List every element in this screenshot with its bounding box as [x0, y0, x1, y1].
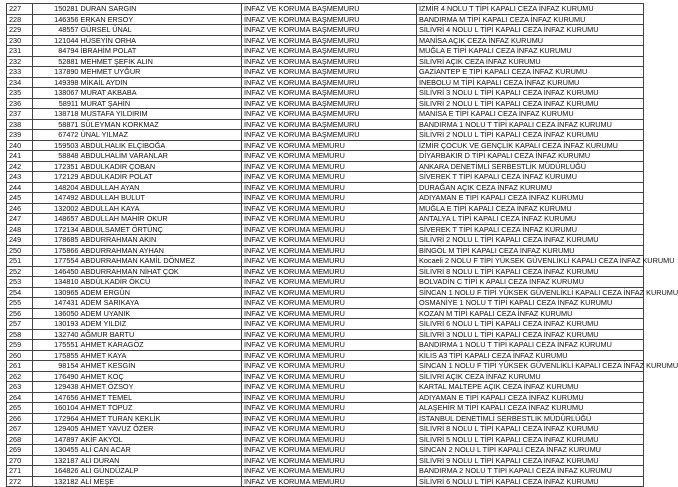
- registry-number-cell: 58911: [33, 98, 80, 109]
- table-row: [7, 256, 644, 267]
- full-name-cell: HÜSEYİN ORHA: [80, 35, 242, 46]
- institution-cell: SİLİVRİ 5 NOLU L TİPİ KAPALI CEZA İNFAZ KURUMU: [417, 434, 644, 445]
- row-number-cell: 254: [7, 287, 33, 298]
- full-name-cell: AĞMUR BARTU: [80, 329, 242, 340]
- institution-cell: SİVEREK T TİPİ KAPALI CEZA İNFAZ KURUMU: [417, 172, 644, 183]
- full-name-cell: MEHMET ŞEFİK ALIN: [80, 56, 242, 67]
- row-number-cell: 255: [7, 298, 33, 309]
- full-name-cell: ABDULSAMET ÖRTÜNÇ: [80, 224, 242, 235]
- job-title-cell: İNFAZ VE KORUMA MEMURU: [242, 235, 417, 246]
- institution-cell: Kocaeli 2 NOLU F TİPİ YÜKSEK GÜVENLİKLİ KAPALI CEZA İNFAZ KURUMU: [417, 256, 644, 267]
- registry-number-cell: 147492: [33, 193, 80, 204]
- job-title-cell: İNFAZ VE KORUMA MEMURU: [242, 340, 417, 351]
- registry-number-cell: 138718: [33, 109, 80, 120]
- full-name-cell: AHMET KESGİN: [80, 361, 242, 372]
- row-number-cell: 258: [7, 329, 33, 340]
- registry-number-cell: 147431: [33, 298, 80, 309]
- registry-number-cell: 67472: [33, 130, 80, 141]
- row-number-cell: 262: [7, 371, 33, 382]
- full-name-cell: ABDURRAHMAN NİHAT ÇOK: [80, 266, 242, 277]
- row-number-cell: 256: [7, 308, 33, 319]
- row-number-cell: 239: [7, 130, 33, 141]
- institution-cell: SİNCAN 1 NOLU F TİPİ YÜKSEK GÜVENLİKLİ KAPALI CEZA İNFAZ KURUMU: [417, 361, 644, 372]
- full-name-cell: MURAT AKBABA: [80, 88, 242, 99]
- job-title-cell: İNFAZ VE KORUMA BAŞMEMURU: [242, 56, 417, 67]
- full-name-cell: ABDULLAH BULUT: [80, 193, 242, 204]
- job-title-cell: İNFAZ VE KORUMA MEMURU: [242, 193, 417, 204]
- table-row: [7, 266, 644, 277]
- full-name-cell: ALİ MEŞE: [80, 476, 242, 487]
- job-title-cell: İNFAZ VE KORUMA MEMURU: [242, 403, 417, 414]
- institution-cell: SİLİVRİ AÇIK CEZA İNFAZ KURUMU: [417, 371, 644, 382]
- institution-cell: BİNGÖL M TİPİ KAPALI CEZA İNFAZ KURUMU: [417, 245, 644, 256]
- table-row: [7, 203, 644, 214]
- registry-number-cell: 58848: [33, 151, 80, 162]
- job-title-cell: İNFAZ VE KORUMA MEMURU: [242, 392, 417, 403]
- full-name-cell: AHMET KOÇ: [80, 371, 242, 382]
- registry-number-cell: 175866: [33, 245, 80, 256]
- job-title-cell: İNFAZ VE KORUMA BAŞMEMURU: [242, 4, 417, 15]
- full-name-cell: ALİ CAN ACAR: [80, 445, 242, 456]
- row-number-cell: 270: [7, 455, 33, 466]
- job-title-cell: İNFAZ VE KORUMA MEMURU: [242, 476, 417, 487]
- registry-number-cell: 98154: [33, 361, 80, 372]
- full-name-cell: DURAN SARGIN: [80, 4, 242, 15]
- full-name-cell: AKİF AKYOL: [80, 434, 242, 445]
- table-row: [7, 350, 644, 361]
- row-number-cell: 271: [7, 466, 33, 477]
- full-name-cell: MİKAİL AYDIN: [80, 77, 242, 88]
- row-number-cell: 257: [7, 319, 33, 330]
- row-number-cell: 235: [7, 88, 33, 99]
- registry-number-cell: 137890: [33, 67, 80, 78]
- institution-cell: İSTANBUL DENETİMLİ SERBESTLİK MÜDÜRLÜĞÜ: [417, 413, 644, 424]
- full-name-cell: ABDULLAH AYAN: [80, 182, 242, 193]
- job-title-cell: İNFAZ VE KORUMA MEMURU: [242, 445, 417, 456]
- job-title-cell: İNFAZ VE KORUMA BAŞMEMURU: [242, 46, 417, 57]
- registry-number-cell: 147897: [33, 434, 80, 445]
- table-row: [7, 56, 644, 67]
- row-number-cell: 250: [7, 245, 33, 256]
- table-row: [7, 46, 644, 57]
- table-row: [7, 245, 644, 256]
- table-row: [7, 172, 644, 183]
- table-row: [7, 476, 644, 487]
- institution-cell: ALAŞEHİR M TİPİ KAPALI CEZA İNFAZ KURUMU: [417, 403, 644, 414]
- job-title-cell: İNFAZ VE KORUMA BAŞMEMURU: [242, 77, 417, 88]
- personnel-table: [6, 3, 678, 487]
- registry-number-cell: 178685: [33, 235, 80, 246]
- row-number-cell: 249: [7, 235, 33, 246]
- institution-cell: SİLİVRİ 8 NOLU L TİPİ KAPALI CEZA İNFAZ KURUMU: [417, 424, 644, 435]
- job-title-cell: İNFAZ VE KORUMA BAŞMEMURU: [242, 35, 417, 46]
- table-row: [7, 361, 644, 372]
- institution-cell: SİLİVRİ 3 NOLU L TİPİ KAPALI CEZA İNFAZ KURUMU: [417, 88, 644, 99]
- full-name-cell: ABDURRAHMAN AYHAN: [80, 245, 242, 256]
- full-name-cell: AHMET KAYA: [80, 350, 242, 361]
- row-number-cell: 269: [7, 445, 33, 456]
- institution-cell: SİLİVRİ 6 NOLU L TİPİ KAPALI CEZA İNFAZ KURUMU: [417, 476, 644, 487]
- registry-number-cell: 177554: [33, 256, 80, 267]
- table-row: [7, 319, 644, 330]
- table-row: [7, 308, 644, 319]
- row-number-cell: 227: [7, 4, 33, 15]
- table-row: [7, 466, 644, 477]
- registry-number-cell: 129405: [33, 424, 80, 435]
- institution-cell: ANTALYA L TİPİ KAPALI CEZA İNFAZ KURUMU: [417, 214, 644, 225]
- full-name-cell: İBRAHİM POLAT: [80, 46, 242, 57]
- full-name-cell: MUSTAFA YILDIRIM: [80, 109, 242, 120]
- row-number-cell: 240: [7, 140, 33, 151]
- table-row: [7, 434, 644, 445]
- row-number-cell: 236: [7, 98, 33, 109]
- job-title-cell: İNFAZ VE KORUMA MEMURU: [242, 455, 417, 466]
- row-number-cell: 245: [7, 193, 33, 204]
- registry-number-cell: 172351: [33, 161, 80, 172]
- row-number-cell: 267: [7, 424, 33, 435]
- full-name-cell: ABDURRAHMAN AKIN: [80, 235, 242, 246]
- job-title-cell: İNFAZ VE KORUMA MEMURU: [242, 172, 417, 183]
- full-name-cell: AHMET YAVUZ ÖZER: [80, 424, 242, 435]
- registry-number-cell: 129438: [33, 382, 80, 393]
- registry-number-cell: 149398: [33, 77, 80, 88]
- row-number-cell: 266: [7, 413, 33, 424]
- institution-cell: MUĞLA E TİPİ KAPALI CEZA İNFAZ KURUMU: [417, 46, 644, 57]
- job-title-cell: İNFAZ VE KORUMA MEMURU: [242, 161, 417, 172]
- full-name-cell: ABDULHALİM VARANLAR: [80, 151, 242, 162]
- institution-cell: KOZAN M TİPİ KAPALI CEZA İNFAZ KURUMU: [417, 308, 644, 319]
- institution-cell: İZMİR ÇOCUK VE GENÇLİK KAPALI CEZA İNFAZ KURUMU: [417, 140, 644, 151]
- job-title-cell: İNFAZ VE KORUMA BAŞMEMURU: [242, 130, 417, 141]
- full-name-cell: ABDULKADİR ÇOBAN: [80, 161, 242, 172]
- institution-cell: SİLİVRİ 3 NOLU L TİPİ KAPALI CEZA İNFAZ KURUMU: [417, 329, 644, 340]
- job-title-cell: İNFAZ VE KORUMA MEMURU: [242, 319, 417, 330]
- institution-cell: MANİSA AÇIK CEZA İNFAZ KURUMU: [417, 35, 644, 46]
- registry-number-cell: 138067: [33, 88, 80, 99]
- job-title-cell: İNFAZ VE KORUMA MEMURU: [242, 434, 417, 445]
- row-number-cell: 268: [7, 434, 33, 445]
- job-title-cell: İNFAZ VE KORUMA BAŞMEMURU: [242, 88, 417, 99]
- registry-number-cell: 136050: [33, 308, 80, 319]
- institution-cell: ADIYAMAN E TİPİ KAPALI CEZA İNFAZ KURUMU: [417, 193, 644, 204]
- full-name-cell: ERKAN ERSOY: [80, 14, 242, 25]
- job-title-cell: İNFAZ VE KORUMA BAŞMEMURU: [242, 98, 417, 109]
- row-number-cell: 253: [7, 277, 33, 288]
- institution-cell: DİYARBAKIR D TİPİ KAPALI CEZA İNFAZ KURUMU: [417, 151, 644, 162]
- institution-cell: OSMANİYE 1 NOLU T TİPİ KAPALI CEZA İNFAZ KURUMU: [417, 298, 644, 309]
- job-title-cell: İNFAZ VE KORUMA MEMURU: [242, 287, 417, 298]
- institution-cell: SİNCAN 1 NOLU F TİPİ YÜKSEK GÜVENLİKLİ KAPALI CEZA İNFAZ KURUMU: [417, 287, 644, 298]
- full-name-cell: AHMET TOPUZ: [80, 403, 242, 414]
- registry-number-cell: 130455: [33, 445, 80, 456]
- table-row: [7, 445, 644, 456]
- job-title-cell: İNFAZ VE KORUMA BAŞMEMURU: [242, 109, 417, 120]
- registry-number-cell: 84794: [33, 46, 80, 57]
- institution-cell: SİLİVRİ 2 NOLU L TİPİ KAPALI CEZA İNFAZ KURUMU: [417, 98, 644, 109]
- registry-number-cell: 58871: [33, 119, 80, 130]
- table-row: [7, 67, 644, 78]
- institution-cell: BANDIRMA 1 NOLU T TİPİ KAPALI CEZA İNFAZ KURUMU: [417, 340, 644, 351]
- row-number-cell: 233: [7, 67, 33, 78]
- full-name-cell: AHMET TURAN KEKLİK: [80, 413, 242, 424]
- row-number-cell: 272: [7, 476, 33, 487]
- row-number-cell: 232: [7, 56, 33, 67]
- job-title-cell: İNFAZ VE KORUMA MEMURU: [242, 256, 417, 267]
- institution-cell: SİLİVRİ AÇIK CEZA İNFAZ KURUMU: [417, 56, 644, 67]
- table-row: [7, 403, 644, 414]
- full-name-cell: ALİ DURAN: [80, 455, 242, 466]
- row-number-cell: 230: [7, 35, 33, 46]
- row-number-cell: 248: [7, 224, 33, 235]
- row-number-cell: 260: [7, 350, 33, 361]
- registry-number-cell: 175855: [33, 350, 80, 361]
- row-number-cell: 234: [7, 77, 33, 88]
- full-name-cell: SÜLEYMAN KORKMAZ: [80, 119, 242, 130]
- row-number-cell: 228: [7, 14, 33, 25]
- institution-cell: BOLVADİN C TİPİ K APALI CEZA İNFAZ KURUMU: [417, 277, 644, 288]
- table-row: [7, 119, 644, 130]
- full-name-cell: AHMET KARAGÖZ: [80, 340, 242, 351]
- full-name-cell: ÜNAL YILMAZ: [80, 130, 242, 141]
- registry-number-cell: 121044: [33, 35, 80, 46]
- institution-cell: ANKARA DENETİMLİ SERBESTLİK MÜDÜRLÜĞÜ: [417, 161, 644, 172]
- full-name-cell: ABDURRAHMAN KAMİL DÖNMEZ: [80, 256, 242, 267]
- table-row: [7, 77, 644, 88]
- institution-cell: İZMİR 4 NOLU T TİPİ KAPALI CEZA İNFAZ KURUMU: [417, 4, 644, 15]
- table-row: [7, 35, 644, 46]
- row-number-cell: 263: [7, 382, 33, 393]
- job-title-cell: İNFAZ VE KORUMA MEMURU: [242, 308, 417, 319]
- registry-number-cell: 148657: [33, 214, 80, 225]
- row-number-cell: 264: [7, 392, 33, 403]
- row-number-cell: 252: [7, 266, 33, 277]
- job-title-cell: İNFAZ VE KORUMA BAŞMEMURU: [242, 67, 417, 78]
- registry-number-cell: 147656: [33, 392, 80, 403]
- job-title-cell: İNFAZ VE KORUMA MEMURU: [242, 298, 417, 309]
- table-row: [7, 98, 644, 109]
- registry-number-cell: 175551: [33, 340, 80, 351]
- table-row: [7, 182, 644, 193]
- job-title-cell: İNFAZ VE KORUMA MEMURU: [242, 151, 417, 162]
- institution-cell: İNEBOLU M TİPİ KAPALI CEZA İNFAZ KURUMU: [417, 77, 644, 88]
- full-name-cell: ADEM YILDIZ: [80, 319, 242, 330]
- full-name-cell: ADEM SARIKAYA: [80, 298, 242, 309]
- row-number-cell: 261: [7, 361, 33, 372]
- full-name-cell: GÜRSEL ÜNAL: [80, 25, 242, 36]
- full-name-cell: MURAT ŞAHİN: [80, 98, 242, 109]
- job-title-cell: İNFAZ VE KORUMA MEMURU: [242, 224, 417, 235]
- row-number-cell: 246: [7, 203, 33, 214]
- institution-cell: BANDIRMA 1 NOLU T TİPİ KAPALI CEZA İNFAZ KURUMU: [417, 119, 644, 130]
- table-row: [7, 214, 644, 225]
- table-row: [7, 340, 644, 351]
- job-title-cell: İNFAZ VE KORUMA MEMURU: [242, 214, 417, 225]
- full-name-cell: ABDULKADİR POLAT: [80, 172, 242, 183]
- job-title-cell: İNFAZ VE KORUMA BAŞMEMURU: [242, 14, 417, 25]
- institution-cell: SİLİVRİ 4 NOLU L TİPİ KAPALI CEZA İNFAZ KURUMU: [417, 25, 644, 36]
- institution-cell: DURAĞAN AÇIK CEZA İNFAZ KURUMU: [417, 182, 644, 193]
- full-name-cell: ADEM ERGÜN: [80, 287, 242, 298]
- table-row: [7, 382, 644, 393]
- registry-number-cell: 164826: [33, 466, 80, 477]
- table-row: [7, 4, 644, 15]
- registry-number-cell: 148204: [33, 182, 80, 193]
- table-row: [7, 14, 644, 25]
- personnel-assignment-sheet: [6, 3, 678, 487]
- institution-cell: BANDIRMA 2 NOLU T TİPİ KAPALI CEZA İNFAZ KURUMU: [417, 466, 644, 477]
- row-number-cell: 231: [7, 46, 33, 57]
- registry-number-cell: 160104: [33, 403, 80, 414]
- job-title-cell: İNFAZ VE KORUMA BAŞMEMURU: [242, 119, 417, 130]
- job-title-cell: İNFAZ VE KORUMA MEMURU: [242, 413, 417, 424]
- registry-number-cell: 134810: [33, 277, 80, 288]
- table-row: [7, 193, 644, 204]
- personnel-table-body: [7, 4, 678, 487]
- table-row: [7, 424, 644, 435]
- row-number-cell: 247: [7, 214, 33, 225]
- job-title-cell: İNFAZ VE KORUMA MEMURU: [242, 466, 417, 477]
- row-number-cell: 243: [7, 172, 33, 183]
- table-row: [7, 287, 644, 298]
- job-title-cell: İNFAZ VE KORUMA MEMURU: [242, 203, 417, 214]
- institution-cell: GAZİANTEP E TİPİ KAPALI CEZA İNFAZ KURUMU: [417, 67, 644, 78]
- registry-number-cell: 132182: [33, 476, 80, 487]
- row-number-cell: 238: [7, 119, 33, 130]
- full-name-cell: ABDULLAH MAHİR OKUR: [80, 214, 242, 225]
- table-row: [7, 109, 644, 120]
- registry-number-cell: 52881: [33, 56, 80, 67]
- registry-number-cell: 132740: [33, 329, 80, 340]
- job-title-cell: İNFAZ VE KORUMA MEMURU: [242, 329, 417, 340]
- institution-cell: SİLİVRİ 8 NOLU L TİPİ KAPALI CEZA İNFAZ KURUMU: [417, 266, 644, 277]
- row-number-cell: 237: [7, 109, 33, 120]
- institution-cell: SİLİVRİ 9 NOLU L TİPİ KAPALI CEZA İNFAZ KURUMU: [417, 455, 644, 466]
- institution-cell: BANDIRMA M TİPİ KAPALI CEZA İNFAZ KURUMU: [417, 14, 644, 25]
- row-number-cell: 241: [7, 151, 33, 162]
- job-title-cell: İNFAZ VE KORUMA MEMURU: [242, 371, 417, 382]
- job-title-cell: İNFAZ VE KORUMA MEMURU: [242, 182, 417, 193]
- table-row: [7, 329, 644, 340]
- full-name-cell: ABDULHALIK ELÇİBOĞA: [80, 140, 242, 151]
- job-title-cell: İNFAZ VE KORUMA MEMURU: [242, 350, 417, 361]
- institution-cell: SİLİVRİ 6 NOLU L TİPİ KAPALI CEZA İNFAZ KURUMU: [417, 319, 644, 330]
- row-number-cell: 244: [7, 182, 33, 193]
- table-row: [7, 140, 644, 151]
- registry-number-cell: 130965: [33, 287, 80, 298]
- job-title-cell: İNFAZ VE KORUMA MEMURU: [242, 245, 417, 256]
- institution-cell: MANİSA E TİPİ KAPALI CEZA İNFAZ KURUMU: [417, 109, 644, 120]
- registry-number-cell: 172964: [33, 413, 80, 424]
- job-title-cell: İNFAZ VE KORUMA MEMURU: [242, 277, 417, 288]
- full-name-cell: AHMET ÖZSOY: [80, 382, 242, 393]
- table-row: [7, 151, 644, 162]
- job-title-cell: İNFAZ VE KORUMA MEMURU: [242, 361, 417, 372]
- table-row: [7, 392, 644, 403]
- registry-number-cell: 130193: [33, 319, 80, 330]
- table-row: [7, 413, 644, 424]
- table-row: [7, 298, 644, 309]
- job-title-cell: İNFAZ VE KORUMA BAŞMEMURU: [242, 25, 417, 36]
- job-title-cell: İNFAZ VE KORUMA MEMURU: [242, 140, 417, 151]
- registry-number-cell: 176490: [33, 371, 80, 382]
- registry-number-cell: 159503: [33, 140, 80, 151]
- table-row: [7, 224, 644, 235]
- institution-cell: ADIYAMAN E TİPİ KAPALI CEZA İNFAZ KURUMU: [417, 392, 644, 403]
- institution-cell: SİLİVRİ 2 NOLU L TİPİ KAPALI CEZA İNFAZ KURUMU: [417, 235, 644, 246]
- registry-number-cell: 150281: [33, 4, 80, 15]
- registry-number-cell: 172134: [33, 224, 80, 235]
- row-number-cell: 251: [7, 256, 33, 267]
- institution-cell: KİLİS A3 TİPİ KAPALI CEZA İNFAZ KURUMU: [417, 350, 644, 361]
- row-number-cell: 259: [7, 340, 33, 351]
- full-name-cell: ADEM UYANIK: [80, 308, 242, 319]
- full-name-cell: ABDÜLKADİR ÖKCÜ: [80, 277, 242, 288]
- registry-number-cell: 146356: [33, 14, 80, 25]
- institution-cell: KARTAL MALTEPE AÇIK CEZA İNFAZ KURUMU: [417, 382, 644, 393]
- table-row: [7, 277, 644, 288]
- job-title-cell: İNFAZ VE KORUMA MEMURU: [242, 382, 417, 393]
- table-row: [7, 371, 644, 382]
- table-row: [7, 130, 644, 141]
- registry-number-cell: 48557: [33, 25, 80, 36]
- table-row: [7, 88, 644, 99]
- table-row: [7, 235, 644, 246]
- table-row: [7, 25, 644, 36]
- registry-number-cell: 132002: [33, 203, 80, 214]
- table-row: [7, 161, 644, 172]
- full-name-cell: ABDULLAH KAYA: [80, 203, 242, 214]
- institution-cell: SİNCAN 2 NOLU L TİPİ KAPALI CEZA İNFAZ KURUMU: [417, 445, 644, 456]
- job-title-cell: İNFAZ VE KORUMA MEMURU: [242, 266, 417, 277]
- table-row: [7, 455, 644, 466]
- job-title-cell: İNFAZ VE KORUMA MEMURU: [242, 424, 417, 435]
- row-number-cell: 265: [7, 403, 33, 414]
- full-name-cell: ALİ GÜNDÜZALP: [80, 466, 242, 477]
- full-name-cell: AHMET TEMEL: [80, 392, 242, 403]
- registry-number-cell: 172129: [33, 172, 80, 183]
- institution-cell: SİLİVRİ 2 NOLU L TİPİ KAPALI CEZA İNFAZ KURUMU: [417, 130, 644, 141]
- full-name-cell: MEHMET UYĞUR: [80, 67, 242, 78]
- registry-number-cell: 132187: [33, 455, 80, 466]
- institution-cell: SİVEREK T TİPİ KAPALI CEZA İNFAZ KURUMU: [417, 224, 644, 235]
- row-number-cell: 229: [7, 25, 33, 36]
- institution-cell: MUĞLA E TİPİ KAPALI CEZA İNFAZ KURUMU: [417, 203, 644, 214]
- row-number-cell: 242: [7, 161, 33, 172]
- registry-number-cell: 146450: [33, 266, 80, 277]
